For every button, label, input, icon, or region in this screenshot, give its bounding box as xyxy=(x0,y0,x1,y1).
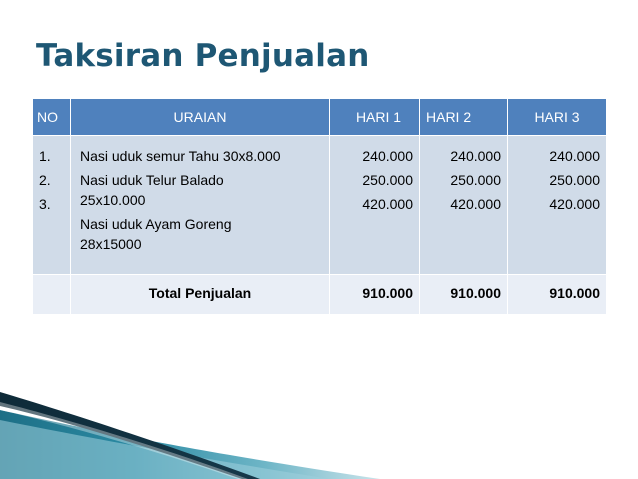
total-hari-3: 910.000 xyxy=(508,275,607,315)
total-hari-1: 910.000 xyxy=(330,275,420,315)
total-label: Total Penjualan xyxy=(71,275,330,315)
hari-3-cell xyxy=(508,136,607,275)
value: 240.000 xyxy=(549,148,600,164)
value: 420.000 xyxy=(549,196,600,212)
row-number: 3. xyxy=(39,196,51,212)
header-hari-3: HARI 3 xyxy=(508,99,607,136)
decorative-swoosh xyxy=(0,380,638,479)
item-description: 25x10.000 xyxy=(80,192,146,208)
hari-1-cell xyxy=(330,136,420,275)
row-number: 1. xyxy=(39,148,51,164)
value: 250.000 xyxy=(362,172,413,188)
item-description: Nasi uduk Ayam Goreng xyxy=(80,216,232,232)
header-hari-1: HARI 1 xyxy=(330,99,420,136)
value: 420.000 xyxy=(450,196,501,212)
header-no: NO xyxy=(33,99,71,136)
header-hari-2: HARI 2 xyxy=(420,99,508,136)
value: 250.000 xyxy=(450,172,501,188)
item-description: Nasi uduk semur Tahu 30x8.000 xyxy=(80,148,281,164)
header-uraian: URAIAN xyxy=(71,99,330,136)
item-description: 28x15000 xyxy=(80,236,142,252)
total-hari-2: 910.000 xyxy=(420,275,508,315)
hari-2-cell xyxy=(420,136,508,275)
uraian-cell xyxy=(71,136,330,275)
table-row xyxy=(33,136,607,275)
value: 240.000 xyxy=(450,148,501,164)
sales-estimate-table xyxy=(32,98,607,315)
total-row xyxy=(33,275,607,315)
page-title: Taksiran Penjualan xyxy=(36,38,370,74)
row-number: 2. xyxy=(39,172,51,188)
value: 240.000 xyxy=(362,148,413,164)
no-cell xyxy=(33,136,71,275)
item-description: Nasi uduk Telur Balado xyxy=(80,172,224,188)
value: 420.000 xyxy=(362,196,413,212)
value: 250.000 xyxy=(549,172,600,188)
total-empty-cell xyxy=(33,275,71,315)
table-header-row xyxy=(33,99,607,136)
